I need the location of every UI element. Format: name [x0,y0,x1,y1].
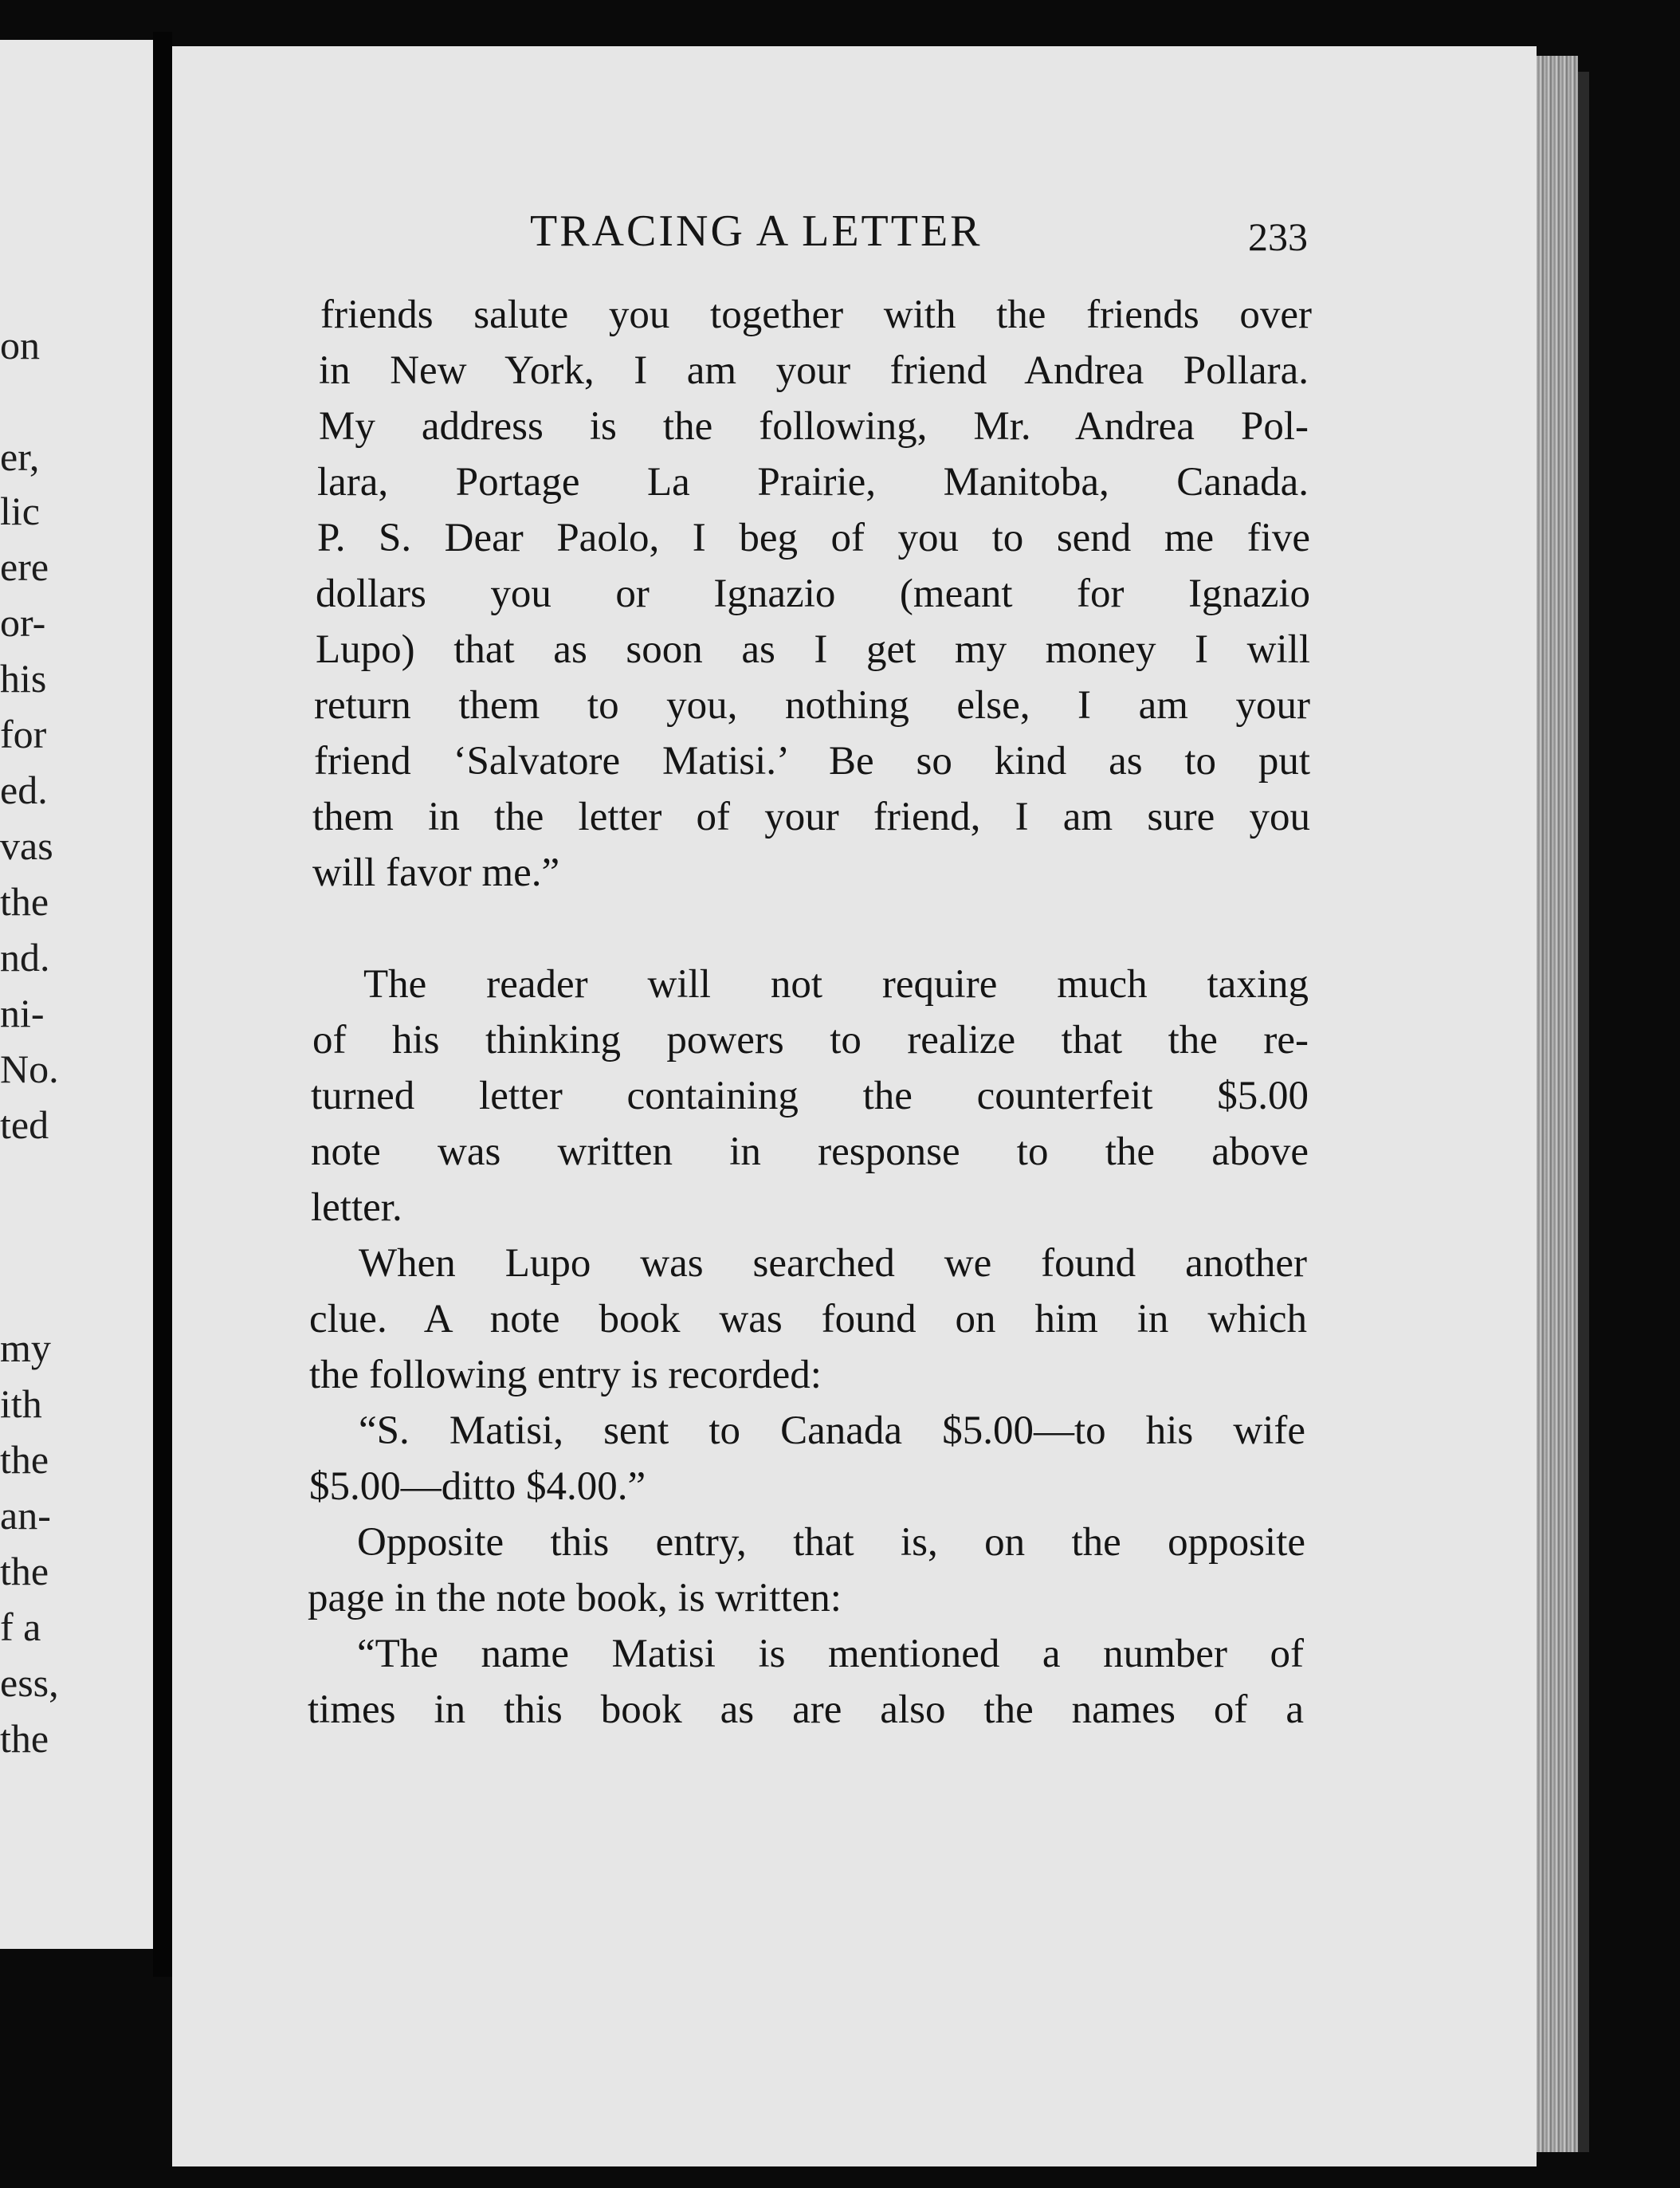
book-cover-edge [1578,72,1589,2152]
text-line: Lupo) that as soon as I get my money I will [316,627,1310,672]
text-line: them in the letter of your friend, I am sure you [312,795,1310,839]
text-line: lara, Portage La Prairie, Manitoba, Canada. [317,460,1309,505]
text-line: note was written in response to the above [311,1129,1309,1174]
left-page-fragment: vas [0,823,53,868]
left-page-fragment: ni- [0,991,45,1035]
text-line: times in this book as are also the names of a [308,1687,1304,1732]
left-page-fragment: or- [0,600,46,645]
running-title: TRACING A LETTER [530,206,983,256]
text-line: friends salute you together with the friends over [320,293,1312,337]
text-line: My address is the following, Mr. Andrea Pol- [319,404,1309,449]
text-line: “S. Matisi, sent to Canada $5.00—to his wife [359,1408,1305,1453]
left-page-fragment: ed. [0,768,48,812]
left-page-fragment: ted [0,1102,49,1147]
text-line: letter. [311,1185,402,1230]
left-page-fragment: lic [0,489,40,533]
text-line: The reader will not require much taxing [363,962,1309,1007]
text-line: Opposite this entry, that is, on the opposite [357,1520,1305,1565]
left-page-fragment: er, [0,434,40,479]
text-line: “The name Matisi is mentioned a number of [357,1632,1304,1676]
text-line: dollars you or Ignazio (meant for Ignazio [316,572,1310,616]
text-line: turned letter containing the counterfeit $5.00 [311,1074,1309,1118]
left-page-fragment: nd. [0,935,50,980]
left-page-fragment: on [0,323,40,367]
left-page-fragment: ere [0,544,49,589]
text-line: of his thinking powers to realize that the re- [312,1018,1309,1063]
book-gutter [153,32,172,1977]
text-line: friend ‘Salvatore Matisi.’ Be so kind as to put [314,739,1310,784]
left-page-fragment: for [0,712,47,756]
left-page-fragment: the [0,1716,49,1761]
left-page-fragment: his [0,656,47,701]
left-page-fragment: the [0,1549,49,1593]
facing-page-left [0,40,153,1949]
text-line: $5.00—ditto $4.00.” [309,1464,646,1509]
page-number: 233 [1248,214,1308,259]
left-page-fragment: an- [0,1493,51,1538]
left-page-fragment: No. [0,1047,59,1091]
text-line: the following entry is recorded: [309,1353,822,1397]
left-page-fragment: ess, [0,1660,59,1705]
left-page-fragment: my [0,1326,51,1370]
left-page-fragment: f a [0,1605,41,1649]
text-line: in New York, I am your friend Andrea Pollara. [319,348,1309,393]
text-line: P. S. Dear Paolo, I beg of you to send me five [317,516,1310,560]
left-page-fragment: the [0,1437,49,1482]
page-edges [1537,56,1578,2152]
left-page-fragment: ith [0,1381,42,1426]
text-line: When Lupo was searched we found another [359,1241,1307,1286]
text-line: page in the note book, is written: [308,1576,842,1620]
text-line: clue. A note book was found on him in which [309,1297,1307,1341]
left-page-fragment: the [0,879,49,924]
text-line: return them to you, nothing else, I am your [314,683,1310,728]
text-line: will favor me.” [312,850,560,895]
